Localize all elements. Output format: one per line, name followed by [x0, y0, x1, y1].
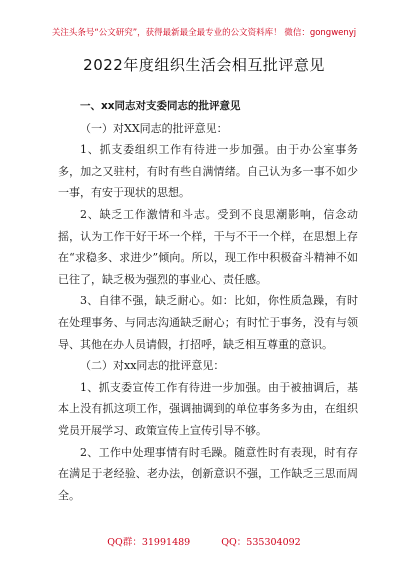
header-note: 关注头条号“公文研究”，获得最新最全最专业的公文资料库！ 微信：gongwenyj [51, 28, 357, 38]
paragraph: 2、缺乏工作激情和斗志。受到不良思潮影响，信念动摇，认为工作干好干坏一个样，干与不干一个样，在思想上存在“求稳多、求进少”倾向。所以，现工作中积极奋斗精神不如已往了，缺乏极为强烈的事业心、责任感。 [58, 207, 358, 286]
document-body [58, 96, 358, 506]
document-title: 2022年度组织生活会相互批评意见 [83, 56, 325, 74]
paragraph: 1、抓支委组织工作有待进一步加强。由于办公室事务多，加之又驻村，有时有些自满情绪。自己认为多一事不如少一事，有安于现状的思想。 [58, 143, 358, 200]
paragraph: 2、工作中处理事情有时毛躁。随意性时有表现，时有存在满足于老经验、老办法，创新意识不强，工作缺乏三思而周全。 [58, 445, 358, 502]
section-heading: 一、xx同志对支委同志的批评意见 [80, 100, 241, 112]
subsection-heading: （一）对XX同志的批评意见： [80, 121, 228, 135]
paragraph: 1、抓支委宣传工作有待进一步加强。由于被抽调后，基本上没有抓这项工作，强调抽调到的单位事务多为由，在组织党员开展学习、政策宣传上宣传引导不够。 [58, 380, 358, 437]
subsection-heading: （二）对xx同志的批评意见： [80, 359, 225, 373]
footer-contact [0, 534, 408, 548]
footer-qq: QQ：535304092 [221, 537, 301, 548]
footer-qq-group: QQ群：31991489 [107, 537, 191, 548]
paragraph: 3、自律不强，缺乏耐心。如：比如，你性质急躁，有时在处理事务、与同志沟通缺乏耐心；有时忙于事务，没有与领导、其他在办人员请假，打招呼，缺乏相互尊重的意识。 [58, 294, 358, 351]
